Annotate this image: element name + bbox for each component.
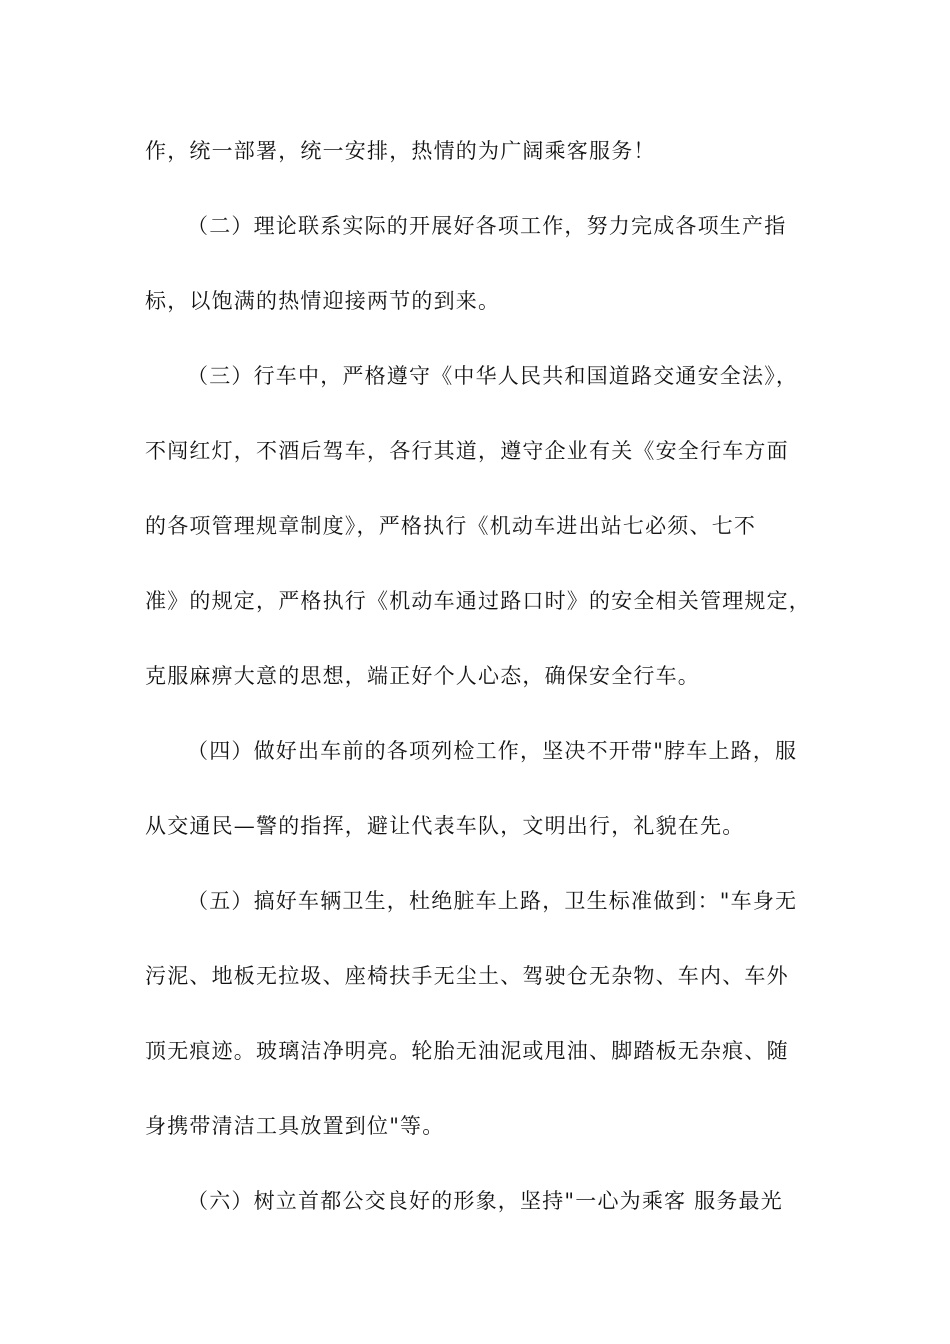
paragraph-start-line: （六）树立首都公交良好的形象，坚持"一心为乘客 服务最光: [187, 1189, 783, 1213]
paragraph-start-line: （二）理论联系实际的开展好各项工作，努力完成各项生产指: [187, 214, 787, 238]
text-line: 身携带清洁工具放置到位"等。: [145, 1114, 445, 1138]
text-line: 不闯红灯，不酒后驾车，各行其道，遵守企业有关《安全行车方面: [145, 439, 789, 463]
text-line: 准》的规定，严格执行《机动车通过路口时》的安全相关管理规定，: [145, 589, 811, 613]
paragraph-start-line: （四）做好出车前的各项列检工作，坚决不开带"脖车上路，服: [187, 739, 798, 763]
text-line: 的各项管理规章制度》，严格执行《机动车进出站七必须、七不: [145, 514, 757, 538]
text-line: 顶无痕迹。玻璃洁净明亮。轮胎无油泥或甩油、脚踏板无杂痕、随: [145, 1039, 789, 1063]
text-line: 作，统一部署，统一安排，热情的为广阔乘客服务！: [145, 139, 656, 163]
text-line: 从交通民—警的指挥，避让代表车队，文明出行，礼貌在先。: [145, 814, 745, 838]
text-line: 污泥、地板无拉圾、座椅扶手无尘土、驾驶仓无杂物、车内、车外: [145, 964, 789, 988]
text-line: 标，以饱满的热情迎接两节的到来。: [145, 289, 501, 313]
text-line: 克服麻痹大意的思想，端正好个人心态，确保安全行车。: [145, 664, 700, 688]
paragraph-start-line: （五）搞好车辆卫生，杜绝脏车上路，卫生标准做到："车身无: [187, 889, 798, 913]
paragraph-start-line: （三）行车中，严格遵守《中华人民共和国道路交通安全法》，: [187, 364, 799, 388]
